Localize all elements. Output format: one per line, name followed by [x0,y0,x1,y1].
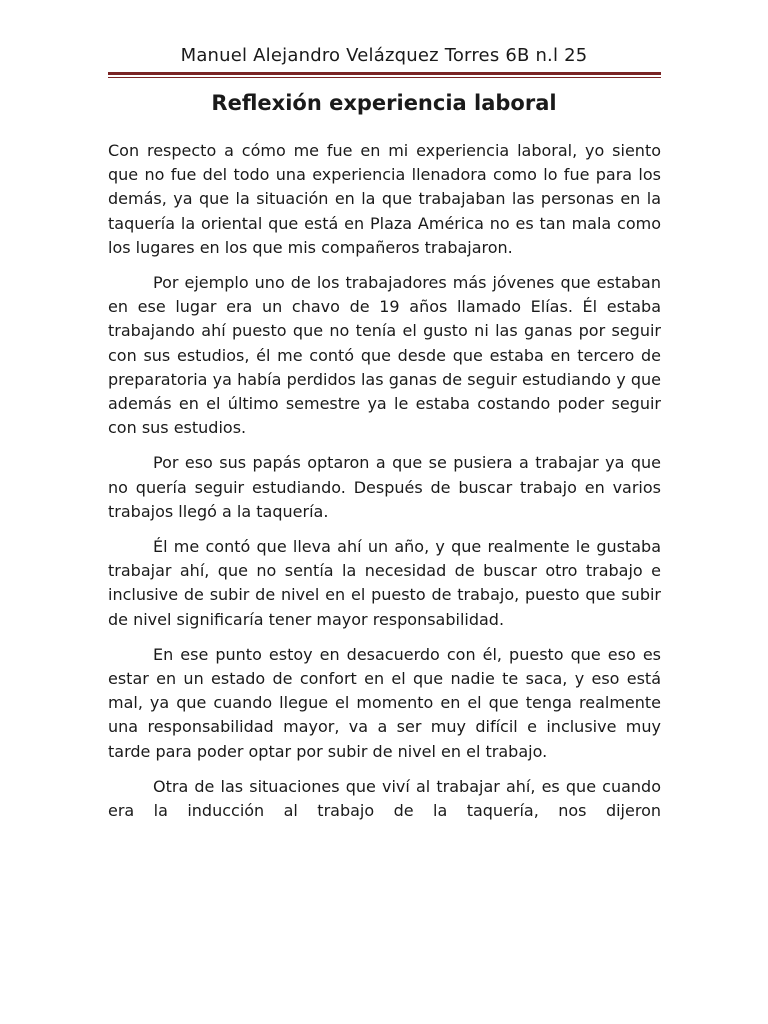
author-header: Manuel Alejandro Velázquez Torres 6B n.l 25 [180,45,588,66]
paragraph-3: Por eso sus papás optaron a que se pusiera a trabajar ya que no quería seguir estudiando. Después de buscar trabajo en varios trabajos llegó a la taquería. [108,453,661,521]
header-rule-thick [108,72,661,75]
paragraph-6: Otra de las situaciones que viví al trabajar ahí, es que cuando era la inducción al trabajo de la taquería, nos dijeron [108,776,661,821]
document-title: Reflexión experiencia laboral [211,91,557,115]
header-rule-thin [108,77,661,78]
document-body [108,139,661,834]
paragraph-2: Por ejemplo uno de los trabajadores más jóvenes que estaban en ese lugar era un chavo de 19 años llamado Elías. Él estaba trabajando ahí puesto que no tenía el gusto ni las ganas por seguir con sus estudios, él me contó que desde que estaba en tercero de preparatoria ya había perdidos las ganas de seguir estudiando y que además en el último semestre ya le estaba costando poder seguir con sus estudios. [108,273,661,438]
paragraph-5: En ese punto estoy en desacuerdo con él, puesto que eso es estar en un estado de confort en el que nadie te saca, y eso está mal, ya que cuando llegue el momento en el que tenga realmente una responsabilidad mayor, va a ser muy difícil e inclusive muy tarde para poder optar por subir de nivel en el trabajo. [108,644,661,761]
paragraph-1: Con respecto a cómo me fue en mi experiencia laboral, yo siento que no fue del todo una experiencia llenadora como lo fue para los demás, ya que la situación en la que trabajaban las personas en la taquería la oriental que está en Plaza América no es tan mala como los lugares en los que mis compañeros trabajaron. [108,141,661,257]
paragraph-4: Él me contó que lleva ahí un año, y que realmente le gustaba trabajar ahí, que no sentía la necesidad de buscar otro trabajo e inclusive de subir de nivel en el puesto de trabajo, puesto que subir de nivel significaría tener mayor responsabilidad. [108,537,661,629]
